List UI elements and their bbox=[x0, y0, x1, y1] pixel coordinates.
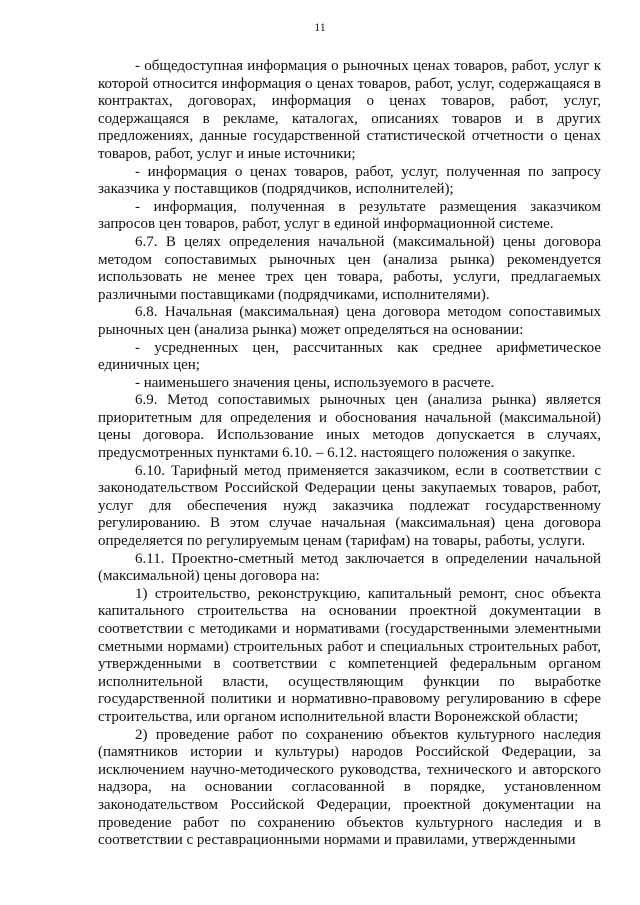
paragraph: - общедоступная информация о рыночных ценах товаров, работ, услуг к которой относится информация о ценах товаров, работ, услуг, содержащаяся в контрактах, договорах, информация о ценах товаров, работ, услуг, содержащаяся в рекламе, каталогах, описаниях товаров и в других предложениях, данные государственной статистической отчетности о ценах товаров, работ, услуг и иные источники; bbox=[98, 58, 601, 162]
body-text bbox=[98, 58, 601, 850]
paragraph: 6.8. Начальная (максимальная) цена договора методом сопоставимых рыночных цен (анализа рынка) может определяться на основании: bbox=[98, 304, 601, 338]
paragraph: 6.7. В целях определения начальной (максимальной) цены договора методом сопоставимых рыночных цен (анализа рынка) рекомендуется использовать не менее трех цен товара, работы, услуги, предлагаемых различными поставщиками (подрядчиками, исполнителями). bbox=[98, 233, 601, 303]
paragraph: 6.9. Метод сопоставимых рыночных цен (анализа рынка) является приоритетным для определения и обоснования начальной (максимальной) цены договора. Использование иных методов допускается в случаях, предусмотренных пунктами 6.10. – 6.12. настоящего положения о закупке. bbox=[98, 392, 601, 462]
paragraph: 2) проведение работ по сохранению объектов культурного наследия (памятников истории и культуры) народов Российской Федерации, за исключением научно-методического руководства, технического и авторского надзора, на основании согласованной в порядке, установленном законодательством Российской Федерации, проектной документации на проведение работ по сохранению объектов культурного наследия и в соответствии с реставрационными нормами и правилами, утвержденными bbox=[98, 726, 601, 849]
paragraph: 1) строительство, реконструкцию, капитальный ремонт, снос объекта капитального строительства на основании проектной документации в соответствии с методиками и нормативами (государственными элементными сметными нормами) строительных работ и специальных строительных работ, утвержденными в соответствии с компетенцией федеральным органом исполнительной власти, осуществляющим функции по выработке государственной политики и нормативно-правовому регулированию в сфере строительства, или органом исполнительной власти Воронежской области; bbox=[98, 585, 601, 725]
paragraph: - информация о ценах товаров, работ, услуг, полученная по запросу заказчика у поставщиков (подрядчиков, исполнителей); bbox=[98, 163, 601, 198]
page-number: 11 bbox=[314, 20, 326, 34]
paragraph: - информация, полученная в результате размещения заказчиком запросов цен товаров, работ, услуг в единой информационной системе. bbox=[98, 198, 601, 233]
paragraph: - усредненных цен, рассчитанных как среднее арифметическое единичных цен; bbox=[98, 339, 601, 374]
paragraph: 6.10. Тарифный метод применяется заказчиком, если в соответствии с законодательством Российской Федерации цены закупаемых товаров, работ, услуг для обеспечения нужд заказчика подлежат государственному регулированию. В этом случае начальная (максимальная) цена договора определяется по регулируемым ценам (тарифам) на товары, работы, услуги. bbox=[98, 462, 601, 550]
paragraph: - наименьшего значения цены, используемого в расчете. bbox=[135, 374, 495, 391]
paragraph: 6.11. Проектно-сметный метод заключается в определении начальной (максимальной) цены договора на: bbox=[98, 550, 601, 585]
